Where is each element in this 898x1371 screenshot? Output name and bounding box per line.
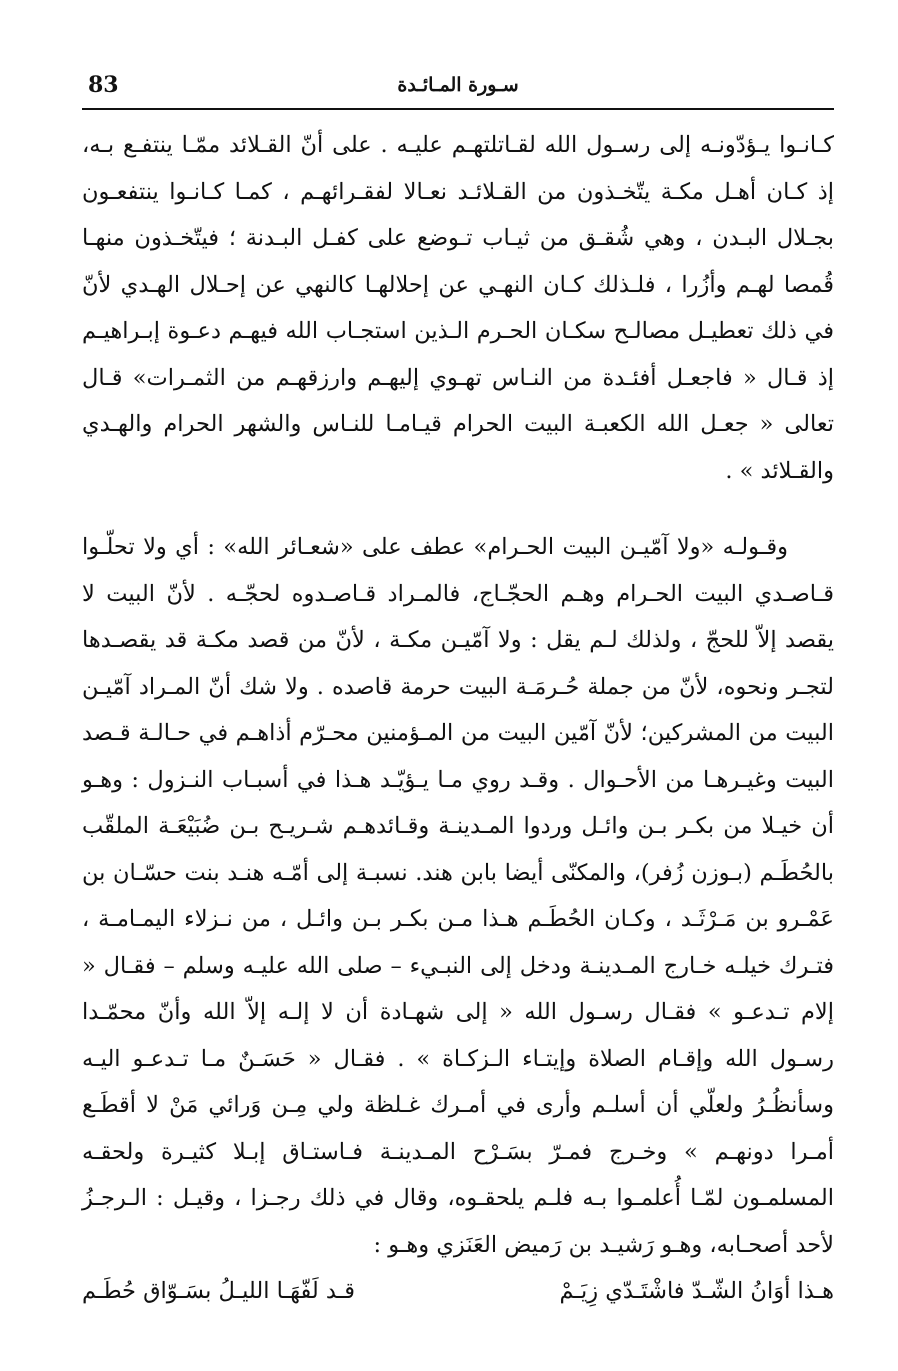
body-text — [82, 122, 834, 1315]
verse-second-hemistich: قـد لَفّهَـا الليـلُ بسَـوّاق حُطَـم — [82, 1278, 355, 1304]
verse-line — [82, 1268, 834, 1315]
page-number: 83 — [88, 72, 119, 98]
verse-first-hemistich: هـذا أوَانُ الشّـدّ فاشْتَـدّي زِيَـمْ — [559, 1278, 834, 1304]
running-title: سـورة المـائـدة — [397, 74, 519, 96]
page-header — [82, 66, 834, 110]
paragraph: كـانـوا يـؤدّونـه إلى رسـول الله لقـاتلتهـم عليـه . على أنّ القـلائد ممّـا ينتفـع بـه، إذ كـان أهـل مكـة يتّخـذون من القـلائـد نعـالا لفقـرائهـم ، كمـا كـانـوا ينتفعـون بجـلال البـدن ، وهي شُقـق من ثيـاب تـوضع على كفـل البـدنة ؛ فيتّخـذون منهـا قُمصا لهـم وأزُرا ، فلـذلك كـان النهـي عن إحلالهـا كالنهي عن إحـلال الهـدي لأنّ في ذلك تعطيـل مصالـح سكـان الحـرم الـذين استجـاب الله فيهـم دعـوة إبـراهيـم إذ قـال « فاجعـل أفئـدة من النـاس تهـوي إليهـم وارزقهـم من الثمـرات» قـال تعالى « جعـل الله الكعبـة البيت الحرام قيـامـا للنـاس والشهر الحرام والهـدي والقـلائد » . — [82, 132, 834, 484]
paragraph: وقـولـه «ولا آمّيـن البيت الحـرام» عطف على «شعـائر الله» : أي ولا تحلّـوا قـاصـدي البيت الحـرام وهـم الحجّـاج، فالمـراد قـاصـدوه لحجّـه . لأنّ البيت لا يقصد إلاّ للحجّ ، ولذلك لـم يقل : ولا آمّيـن مكـة ، لأنّ من قصد مكـة قد يقصـدها لتجـر ونحوه، لأنّ من جملة حُـرمَـة البيت حرمة قاصده . ولا شك أنّ المـراد آمّيـن البيت من المشركين؛ لأنّ آمّين البيت من المـؤمنين محـرّم أذاهـم في حـالـة قـصد البيت وغيـرهـا من الأحـوال . وقـد روي مـا يـؤيّـد هـذا في أسبـاب النـزول : وهـو أن خيـلا من بكـر بـن وائـل وردوا المـدينـة وقـائدهـم شـريـح بـن ضُبَيْعَـة الملقّب بالحُطَـم (بـوزن زُفر)، والمكنّى أيضا بابن هند. نسبـة إلى أمّـه هنـد بنت حسّـان بن عَمْـرو بن مَـرْثَـد ، وكـان الحُطَـم هـذا مـن بكـر بـن وائـل ، من نـزلاء اليمـامـة ، فتـرك خيلـه خـارج المـدينـة ودخل إلى النبـيء – صلى الله عليـه وسلم – فقـال « إلام تـدعـو » فقـال رسـول الله « إلى شهـادة أن لا إلـه إلاّ الله وأنّ محمّـدا رسـول الله وإقـام الصلاة وإيتـاء الـزكـاة » . فقـال « حَسَـنٌ مـا تـدعـو اليـه وسأنظُـرُ ولعلّي أن أسلـم وأرى في أمـرك غـلظة ولي مِـن وَرائي مَنْ لا أقطَـع أمـرا دونهـم » وخـرج فمـرّ بسَـرْح المـدينـة فـاستـاق إبـلا كثيـرة ولحقـه المسلمـون لمّـا أُعلمـوا بـه فلـم يلحقـوه، وقال في ذلك رجـزا ، وقيـل : الـرجـزُ لأحد أصحـابه، وهـو رَشيـد بن رَميض العَنَزي وهـو : — [82, 534, 834, 1258]
